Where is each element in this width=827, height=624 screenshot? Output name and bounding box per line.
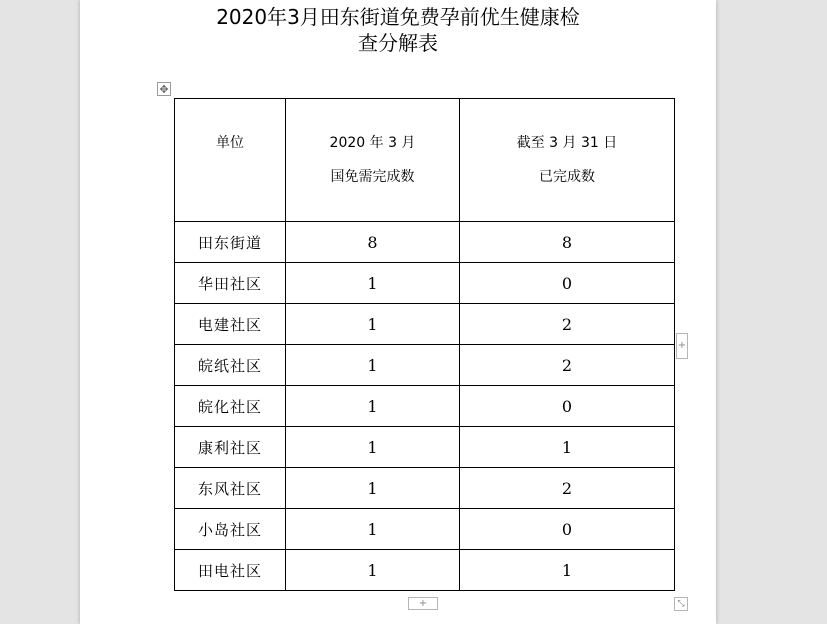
cell-required[interactable]: 1 [286,304,460,345]
cell-completed[interactable]: 8 [460,222,675,263]
cell-completed[interactable]: 2 [460,468,675,509]
header-required-line-1: 2020 年 3 月 [329,135,416,151]
add-row-plus-icon[interactable]: + [408,597,438,610]
header-completed [460,99,675,222]
page-title [80,4,716,56]
table-row [175,304,675,345]
table-row [175,550,675,591]
cell-completed[interactable]: 0 [460,386,675,427]
cell-completed[interactable]: 0 [460,509,675,550]
cell-required[interactable]: 1 [286,427,460,468]
table-row [175,509,675,550]
cell-unit[interactable]: 康利社区 [175,427,286,468]
cell-completed[interactable]: 1 [460,427,675,468]
cell-unit[interactable]: 皖化社区 [175,386,286,427]
cell-unit[interactable]: 田东街道 [175,222,286,263]
cell-required[interactable]: 1 [286,468,460,509]
table-row [175,345,675,386]
cell-unit[interactable]: 田电社区 [175,550,286,591]
cell-unit[interactable]: 东风社区 [175,468,286,509]
cell-completed[interactable]: 2 [460,304,675,345]
cell-completed[interactable]: 0 [460,263,675,304]
table-row [175,263,675,304]
header-row [175,99,675,222]
cell-unit[interactable]: 电建社区 [175,304,286,345]
table-row [175,222,675,263]
table-row [175,427,675,468]
cell-unit[interactable]: 华田社区 [175,263,286,304]
cell-required[interactable]: 1 [286,345,460,386]
title-line-2: 查分解表 [358,31,438,55]
breakdown-table [174,98,675,591]
cell-required[interactable]: 8 [286,222,460,263]
cell-required[interactable]: 1 [286,263,460,304]
header-completed-line-2: 已完成数 [539,169,595,185]
cell-unit[interactable]: 皖纸社区 [175,345,286,386]
title-line-1: 2020年3月田东街道免费孕前优生健康检 [216,5,580,29]
header-unit-label: 单位 [216,135,244,151]
cell-completed[interactable]: 2 [460,345,675,386]
table-move-handle-icon[interactable]: ✥ [157,82,171,96]
header-completed-line-1: 截至 3 月 31 日 [516,135,618,151]
add-column-plus-icon[interactable]: + [676,333,688,359]
header-unit [175,99,286,222]
header-required-line-2: 国免需完成数 [330,169,415,185]
header-required [286,99,460,222]
cell-unit[interactable]: 小岛社区 [175,509,286,550]
table-resize-icon[interactable]: ⤡ [674,597,688,611]
table-row [175,468,675,509]
cell-completed[interactable]: 1 [460,550,675,591]
cell-required[interactable]: 1 [286,550,460,591]
cell-required[interactable]: 1 [286,386,460,427]
cell-required[interactable]: 1 [286,509,460,550]
table-row [175,386,675,427]
